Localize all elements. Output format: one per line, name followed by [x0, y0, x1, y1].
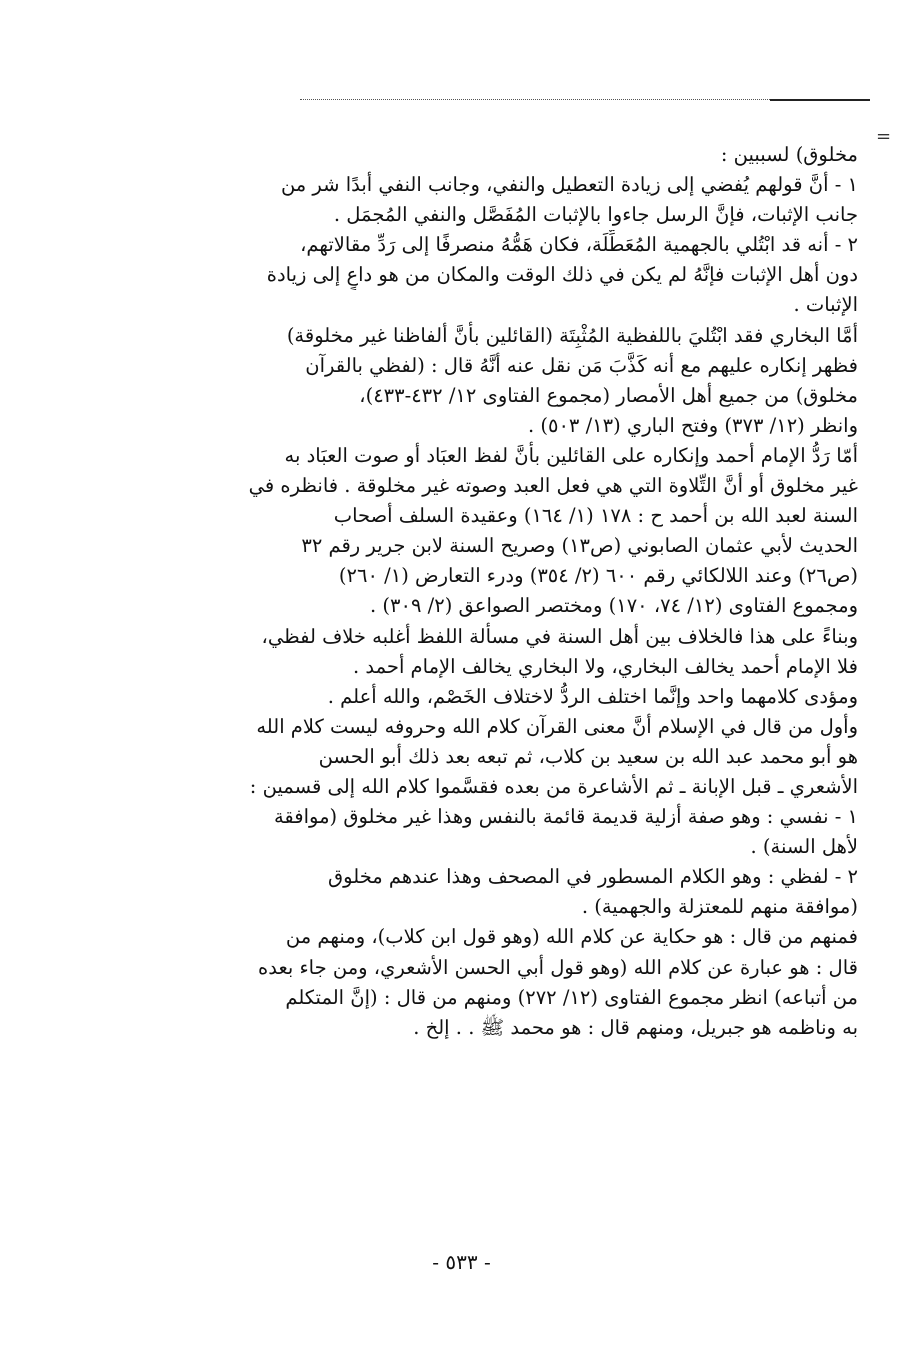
header-solid-rule [770, 99, 870, 101]
text-line: من أتباعه) انظر مجموع الفتاوى (١٢/ ٢٧٢) ومنهم من قال : (إنَّ المتكلم [285, 985, 858, 1009]
text-line: الحديث لأبي عثمان الصابوني (ص١٣) وصريح السنة لابن جرير رقم ٣٢ [301, 534, 858, 558]
text-line: وبناءً على هذا فالخلاف بين أهل السنة في مسألة اللفظ أغلبه خلاف لفظي، [261, 624, 858, 648]
text-line: دون أهل الإثبات فإنَّهُ لم يكن في ذلك الوقت والمكان من هو داعٍ إلى زيادة [266, 263, 858, 287]
text-line: فلا الإمام أحمد يخالف البخاري، ولا البخاري يخالف الإمام أحمد . [352, 654, 858, 678]
text-line: غير مخلوق أو أنَّ التِّلاوة التي هي فعل العبد وصوته غير مخلوقة . فانظره في [248, 474, 858, 498]
text-line: فظهر إنكاره عليهم مع أنه كَذَّبَ مَن نقل عنه أنَّهُ قال : (لفظي بالقرآن [305, 353, 858, 377]
text-line: مخلوق) من جميع أهل الأمصار (مجموع الفتاوى ١٢/ ٤٣٢-٤٣٣)، [359, 383, 858, 407]
text-line: ١ - أنَّ قولهم يُفضي إلى زيادة التعطيل والنفي، وجانب النفي أبدًا شر من [280, 173, 858, 197]
text-line: (موافقة منهم للمعتزلة والجهمية) . [581, 895, 858, 919]
text-line: وانظر (١٢/ ٣٧٣) وفتح الباري (١٣/ ٥٠٣) . [527, 413, 858, 437]
margin-mark: = [876, 126, 892, 147]
text-line: ومؤدى كلامهما واحد وإنَّما اختلف الردُّ لاختلاف الخَصْم، والله أعلم . [327, 684, 858, 708]
text-line: ٢ - أنه قد ابْتُلي بالجهمية المُعَطِّلَة، فكان هَمُّهُ منصرفًا إلى رَدِّ مقالاتهم، [300, 233, 858, 257]
text-line: (ص٢٦) وعند اللالكائي رقم ٦٠٠ (٢/ ٣٥٤) ودرء التعارض (١/ ٢٦٠) [338, 564, 858, 588]
text-line: الإثبات . [793, 293, 858, 317]
text-line: به وناظمه هو جبريل، ومنهم قال : هو محمد ﷺ . . إلخ . [413, 1015, 858, 1039]
text-line: السنة لعبد الله بن أحمد ح : ١٧٨ (١/ ١٦٤) وعقيدة السلف أصحاب [333, 504, 858, 528]
page-number: - ٥٣٣ - [432, 1250, 491, 1274]
text-line: أمّا رَدُّ الإمام أحمد وإنكاره على القائلين بأنَّ لفظ العبَاد أو صوت العبَاد به [284, 443, 858, 467]
text-line: ١ - نفسي : وهو صفة أزلية قديمة قائمة بالنفس وهذا غير مخلوق (موافقة [273, 805, 858, 829]
text-line: فمنهم من قال : هو حكاية عن كلام الله (وهو قول ابن كلاب)، ومنهم من [285, 925, 858, 949]
text-line: ومجموع الفتاوى (١٢/ ٧٤، ١٧٠) ومختصر الصواعق (٢/ ٣٠٩) . [370, 594, 858, 618]
text-line: قال : هو عبارة عن كلام الله (وهو قول أبي الحسن الأشعري، ومن جاء بعده [258, 955, 858, 979]
text-line: وأول من قال في الإسلام أنَّ معنى القرآن كلام الله وحروفه ليست كلام الله [256, 714, 858, 738]
text-line: ٢ - لفظي : وهو الكلام المسطور في المصحف وهذا عندهم مخلوق [328, 865, 858, 889]
footnote-text-block [158, 140, 858, 1043]
text-line: أمَّا البخاري فقد ابْتُليَ باللفظية المُثْبِتَة (القائلين بأنَّ ألفاظنا غير مخلوقة) [286, 323, 858, 347]
text-line: لأهل السنة) . [750, 835, 858, 859]
text-line: هو أبو محمد عبد الله بن سعيد بن كلاب، ثم تبعه بعد ذلك أبو الحسن [318, 744, 858, 768]
text-line: الأشعري ـ قبل الإبانة ـ ثم الأشاعرة من بعده فقسَّموا كلام الله إلى قسمين : [249, 774, 858, 798]
text-line: جانب الإثبات، فإنَّ الرسل جاءوا بالإثبات المُفَصَّل والنفي المُجمَل . [333, 203, 858, 227]
text-line: مخلوق) لسببين : [720, 143, 858, 166]
